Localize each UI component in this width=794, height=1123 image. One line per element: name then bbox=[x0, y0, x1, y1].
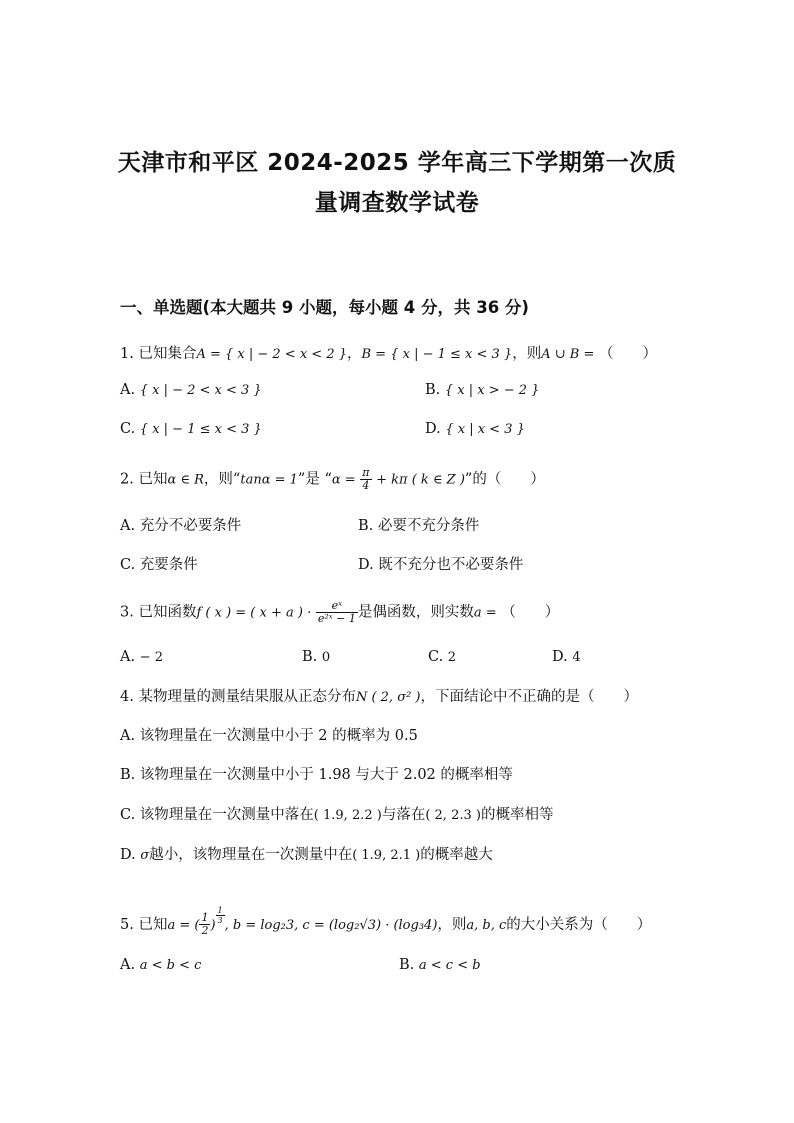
option-label: D. bbox=[358, 557, 374, 573]
math-fraction-half bbox=[199, 912, 210, 937]
fraction-denominator: 4 bbox=[362, 479, 370, 492]
question-text: ，则“ bbox=[203, 471, 241, 488]
question-text: ”是 bbox=[297, 471, 320, 488]
answer-blank: （ ） bbox=[598, 346, 657, 362]
question-text: ，则 bbox=[437, 916, 467, 933]
question-number: 5. bbox=[120, 916, 134, 933]
question-text: 的大小关系为（ ） bbox=[506, 916, 652, 933]
option-c bbox=[428, 649, 456, 665]
document-title-line2: 量调查数学试卷 bbox=[314, 190, 480, 216]
option-a bbox=[120, 724, 418, 745]
option-a bbox=[120, 514, 241, 535]
option-d bbox=[552, 649, 581, 665]
exponent-numerator: 1 bbox=[217, 906, 223, 915]
quote-mark: “ bbox=[324, 471, 332, 488]
option-label: A. bbox=[120, 382, 136, 398]
option-label: B. bbox=[425, 382, 441, 398]
question-text: 已知 bbox=[138, 916, 168, 933]
math-distribution: N ( 2, σ² ) bbox=[355, 690, 421, 705]
question-5: 5. 已知a = ( $\frac{1}{2}$ ) $\frac{1}{3}$ , b = log₂3, c = (log₂√3) · (log₃4)，则a, b, c的大小关系为（ ） bbox=[120, 906, 652, 938]
math-interval: ( 2, 2.3 ) bbox=[425, 808, 481, 823]
question-text: 是偶函数，则实数 bbox=[357, 604, 474, 621]
question-text: 已知集合 bbox=[138, 346, 197, 362]
option-b bbox=[120, 763, 513, 784]
option-text: 充要条件 bbox=[139, 557, 198, 573]
math-function: f ( x ) = ( x + a ) · bbox=[196, 605, 312, 621]
question-2 bbox=[120, 467, 545, 492]
option-a bbox=[120, 382, 262, 398]
math-sigma: σ bbox=[140, 848, 150, 863]
fraction-denominator: e²ˣ − 1 bbox=[317, 612, 356, 625]
question-text: ，下面结论中不正确的是（ ） bbox=[420, 689, 638, 705]
option-a bbox=[120, 957, 201, 973]
fraction-numerator: eˣ bbox=[316, 600, 358, 613]
option-label: C. bbox=[120, 807, 136, 823]
option-d bbox=[425, 421, 525, 437]
option-label: D. bbox=[552, 649, 568, 665]
option-math: { x | − 2 < x < 3 } bbox=[139, 383, 262, 398]
option-b bbox=[399, 957, 481, 973]
document-title-line1: 天津市和平区 2024-2025 学年高三下学期第一次质 bbox=[117, 150, 677, 176]
option-text: 必要不充分条件 bbox=[377, 518, 480, 534]
option-label: A. bbox=[120, 518, 136, 534]
fraction-numerator: π bbox=[362, 466, 370, 479]
option-label: A. bbox=[120, 649, 136, 665]
option-math: a < b < c bbox=[139, 958, 202, 973]
math-interval: ( 1.9, 2.1 ) bbox=[352, 848, 421, 863]
math-union: A ∪ B = bbox=[541, 347, 595, 362]
option-text: 既不充分也不必要条件 bbox=[378, 557, 524, 573]
math-tan: tanα = 1 bbox=[240, 472, 298, 488]
math-set-a: A = { x | − 2 < x < 2 } bbox=[196, 347, 347, 362]
question-number: 3. bbox=[120, 604, 134, 621]
question-4 bbox=[120, 685, 638, 706]
option-text: 充分不必要条件 bbox=[139, 518, 242, 534]
math-set-b: B = { x | − 1 ≤ x < 3 } bbox=[361, 347, 513, 362]
option-text: 越小，该物理量在一次测量中在 bbox=[149, 847, 353, 863]
option-text: 该物理量在一次测量中小于 2 的概率为 0.5 bbox=[139, 728, 418, 744]
option-c bbox=[120, 421, 262, 437]
punct: ， bbox=[347, 346, 362, 362]
section-heading: 一、单选题(本大题共 9 小题，每小题 4 分，共 36 分) bbox=[120, 298, 529, 317]
option-label: A. bbox=[120, 957, 136, 973]
option-d bbox=[120, 843, 493, 864]
option-math: 4 bbox=[572, 650, 581, 665]
math-exponent bbox=[216, 906, 225, 925]
math-bc-def: , b = log₂3, c = (log₂√3) · (log₃4) bbox=[224, 917, 438, 933]
option-a bbox=[120, 649, 163, 665]
option-label: C. bbox=[120, 421, 136, 437]
option-label: C. bbox=[428, 649, 444, 665]
question-text: ，则 bbox=[512, 346, 542, 362]
math-abc: a, b, c bbox=[466, 917, 507, 933]
option-text: 的概率越大 bbox=[420, 847, 493, 863]
option-label: A. bbox=[120, 728, 136, 744]
exponent-denominator: 3 bbox=[217, 916, 223, 925]
option-label: C. bbox=[120, 557, 136, 573]
answer-blank: （ ） bbox=[501, 604, 560, 621]
question-text: 已知 bbox=[138, 471, 168, 488]
math-fraction bbox=[316, 600, 358, 625]
option-math: 0 bbox=[321, 650, 331, 665]
question-text: 的（ ） bbox=[472, 471, 545, 488]
option-math: 2 bbox=[447, 650, 457, 665]
option-c bbox=[120, 553, 198, 574]
math-a: a = bbox=[473, 605, 497, 621]
option-label: B. bbox=[120, 767, 136, 783]
math-kpi: + kπ ( k ∈ Z ) bbox=[376, 472, 465, 488]
option-math: a < c < b bbox=[418, 958, 481, 973]
option-label: B. bbox=[399, 957, 415, 973]
question-text: 某物理量的测量结果服从正态分布 bbox=[138, 689, 356, 705]
question-number: 1. bbox=[120, 346, 134, 362]
option-text: 的概率相等 bbox=[480, 807, 554, 823]
option-text: 该物理量在一次测量中落在 bbox=[139, 807, 314, 823]
option-b bbox=[302, 649, 330, 665]
option-label: D. bbox=[425, 421, 441, 437]
option-text: 该物理量在一次测量中小于 1.98 与大于 2.02 的概率相等 bbox=[139, 767, 513, 783]
question-number: 4. bbox=[120, 689, 134, 705]
quote-mark: ” bbox=[464, 471, 473, 488]
math-condition: α ∈ R bbox=[167, 472, 204, 488]
question-1 bbox=[120, 342, 657, 363]
math-a-def: a = ( bbox=[167, 917, 200, 933]
option-b bbox=[425, 382, 539, 398]
option-math: { x | x > − 2 } bbox=[444, 383, 540, 398]
option-b bbox=[358, 514, 479, 535]
option-math: − 2 bbox=[139, 650, 163, 665]
question-3 bbox=[120, 600, 559, 625]
option-label: B. bbox=[358, 518, 374, 534]
option-c bbox=[120, 803, 553, 824]
question-text: 已知函数 bbox=[138, 604, 197, 621]
fraction-numerator: 1 bbox=[201, 911, 209, 925]
option-text: 与落在 bbox=[381, 807, 426, 823]
option-math: { x | − 1 ≤ x < 3 } bbox=[139, 422, 262, 437]
option-label: B. bbox=[302, 649, 318, 665]
math-interval: ( 1.9, 2.2 ) bbox=[313, 808, 382, 823]
fraction-denominator: 2 bbox=[201, 924, 209, 938]
option-d bbox=[358, 553, 523, 574]
math-fraction bbox=[360, 467, 371, 492]
math-alpha: α = bbox=[331, 472, 356, 488]
option-label: D. bbox=[120, 847, 136, 863]
option-math: { x | x < 3 } bbox=[445, 422, 525, 437]
question-number: 2. bbox=[120, 471, 134, 488]
